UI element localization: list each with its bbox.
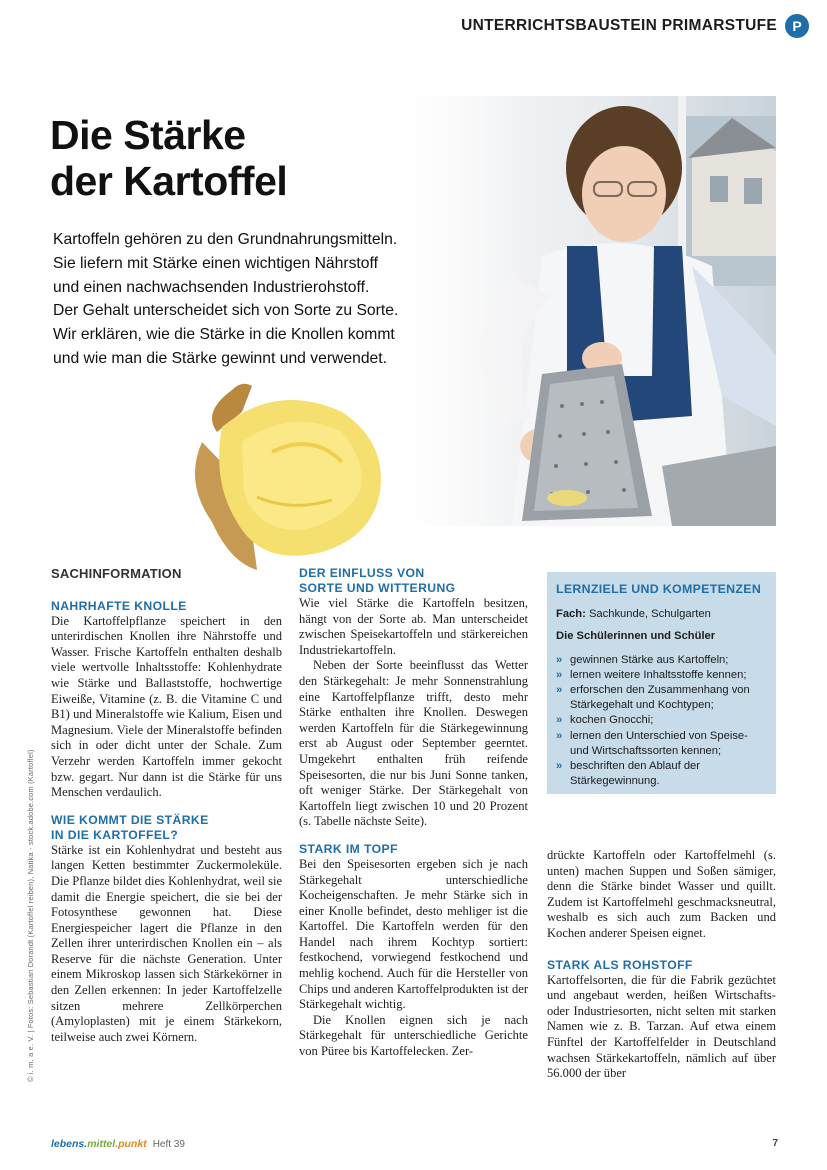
subheading: NAHRHAFTE KNOLLE — [51, 598, 187, 613]
title-line-1: Die Stärke — [50, 112, 246, 158]
paragraph: Wie viel Stärke die Kartoffeln besitzen, hängt von der Sorte ab. Man unterscheidet zwischen Speisekartoffeln und stärkereichen Industriekartoffeln. — [299, 596, 528, 657]
magazine-logo: lebens.mittel.punkt — [51, 1138, 147, 1150]
issue-number: Heft 39 — [152, 1139, 185, 1150]
primarstufe-badge: P — [785, 14, 809, 38]
list-item: » beschriften den Ablauf der Stärkegewinnung. — [556, 760, 700, 788]
photo-credit: © i. m. a e. V. | Fotos: Sebastian Dorandt (Kartoffel reiben), Natika - stock.adobe.com (Kartoffel) — [26, 749, 35, 1082]
paragraph: Neben der Sorte beeinflusst das Wetter den Stärkegehalt: Je mehr Sonnenstrahlung eine Kartoffelpflanze trifft, desto mehr Stärke enthalten ihre Knollen. Deswegen werden Kartoffeln für die Stärkegewinnung erst ab August oder September geerntet. Umgekehrt enthalten früh reifende Speisesorten, die nur bis Juni Sonne tanken, oft weniger Stärke. Der Stärkegehalt von Kartoffeln liegt zwischen 10 und 20 Prozent (s. Tabelle nächste Seite). — [299, 658, 528, 829]
page-number: 7 — [772, 1138, 778, 1149]
intro-line: Sie liefern mit Stärke einen wichtigen Nährstoff — [53, 254, 378, 272]
column-1 — [51, 566, 282, 1045]
paragraph: Kartoffelsorten, die für die Fabrik gezüchtet und angebaut werden, heißen Wirtschafts- oder Industriesorten, nicht selten mit starken Namen wie z. B. Tarzan. Auf etwa einem Fünftel der Kartoffelfelder in Deutschland wachsen Stärkekartoffeln, nämlich auf über 56.000 der über — [547, 972, 776, 1081]
bullet-marker-icon: » — [556, 729, 563, 742]
subject-value: Sachkunde, Schulgarten — [588, 608, 711, 621]
column-2 — [299, 566, 528, 1060]
list-item: » erforschen den Zusammenhang von Stärkegehalt und Kochtypen; — [556, 684, 750, 712]
bullet-marker-icon: » — [556, 714, 563, 727]
title-line-2: der Kartoffel — [50, 158, 288, 204]
page-footer — [51, 1138, 185, 1150]
paragraph: Die Kartoffelpflanze speichert in den unterirdischen Knollen ihre Nährstoffe und Wasser. Frische Kartoffeln enthalten deshalb viele wertvolle Inhaltsstoffe: Kohlenhydrate wie Stärke und Ballaststoffe, hochwertige Eiweiße, Vitamine (z. B. die Vitamine C und B1) und Mineralstoffe wie Kalium, Eisen und Magnesium. Viele der Mineralstoffe befinden sich in oder dicht unter der Schale. Zum Verzehr werden Kartoffeln immer gekocht bzw. gegart. Nur dann ist die Stärke für uns Menschen verdaulich. — [51, 613, 282, 800]
subheading: DER EINFLUSS VON — [299, 566, 425, 580]
subject-line — [556, 607, 767, 622]
subheading: STARK ALS ROHSTOFF — [547, 957, 693, 972]
page-header — [461, 14, 809, 38]
paragraph: Stärke ist ein Kohlenhydrat und besteht aus langen Ketten bestimmter Zuckermoleküle. Die Pflanze bildet dies Kohlenhydrat, weil sie damit die Energie speichert, die sie bei der Fotosynthese gewonnen hat. Diese Energiespeicher lagert die Pflanze in den Zellen ihrer unterirdischen Knollen ein – als Reserve für die nächste Generation. Unter einem Mikroskop lassen sich Stärkekörner in den Zellen erkennen: In jeder Kartoffelzelle sitzen mehrere Zellkörperchen (Amyloplasten) mit je einem Stärkekorn, teilweise auch zwei Körnern. — [51, 842, 283, 1044]
bullet-marker-icon: » — [556, 684, 563, 697]
intro-line: Der Gehalt unterscheidet sich von Sorte zu Sorte. — [53, 302, 399, 320]
bullet-marker-icon: » — [556, 653, 563, 666]
paragraph: Bei den Speisesorten ergeben sich je nach Stärkegehalt unterschiedliche Kocheigenschaften. Je mehr Stärke sich in einer Knolle befindet, desto mehliger ist die Kartoffel. Die Kartoffeln werden für den Handel nach ihrem Kochtyp sortiert: festkochend, vorwiegend festkochend und mehlig kochend. Auch für die Hersteller von Chips und anderen Kartoffelprodukten ist der Stärkegehalt wichtig. — [299, 856, 528, 1012]
box-title: LERNZIELE UND KOMPETENZEN — [556, 582, 762, 596]
box-subtitle: Die Schülerinnen und Schüler — [556, 630, 716, 643]
intro-line: Wir erklären, wie die Stärke in die Knollen kommt — [53, 326, 395, 344]
intro-text — [53, 228, 453, 371]
intro-line: und einen nachwachsenden Industrierohstoff. — [53, 278, 370, 296]
list-item: » lernen weitere Inhaltsstoffe kennen; — [556, 668, 767, 683]
list-item: » kochen Gnocchi; — [556, 713, 767, 728]
list-item: » gewinnen Stärke aus Kartoffeln; — [556, 653, 767, 668]
intro-line: Kartoffeln gehören zu den Grundnahrungsmitteln. — [53, 231, 398, 248]
list-item: » lernen den Unterschied von Speise- und Wirtschaftssorten kennen; — [556, 729, 748, 757]
learning-goals-box — [547, 572, 776, 794]
bullet-marker-icon: » — [556, 760, 563, 773]
goals-list — [556, 653, 767, 790]
bullet-marker-icon: » — [556, 668, 563, 681]
paragraph: drückte Kartoffeln oder Kartoffelmehl (s. unten) machen Suppen und Soßen sämiger, denn die Stärke bindet Wasser und quillt. Zudem ist Kartoffelmehl geschmacksneutral, weshalb es sich auch zum Backen und Kochen anderer Speisen eignet. — [547, 848, 776, 940]
intro-line: und wie man die Stärke gewinnt und verwendet. — [53, 349, 387, 367]
subject-label: Fach: — [556, 608, 586, 621]
subheading: SORTE UND WITTERUNG — [299, 581, 456, 595]
cooked-potato-image — [182, 372, 392, 582]
header-label: UNTERRICHTSBAUSTEIN PRIMARSTUFE — [461, 17, 777, 34]
subheading: WIE KOMMT DIE STÄRKE — [51, 812, 209, 827]
paragraph: Die Knollen eignen sich je nach Stärkegehalt für unterschiedliche Gerichte von Püree bis Kartoffelecken. Zer- — [299, 1012, 528, 1059]
page-title — [50, 112, 287, 204]
section-heading: SACHINFORMATION — [51, 566, 182, 581]
subheading: STARK IM TOPF — [299, 841, 398, 856]
column-3 — [547, 848, 776, 1082]
subheading: IN DIE KARTOFFEL? — [51, 827, 179, 842]
